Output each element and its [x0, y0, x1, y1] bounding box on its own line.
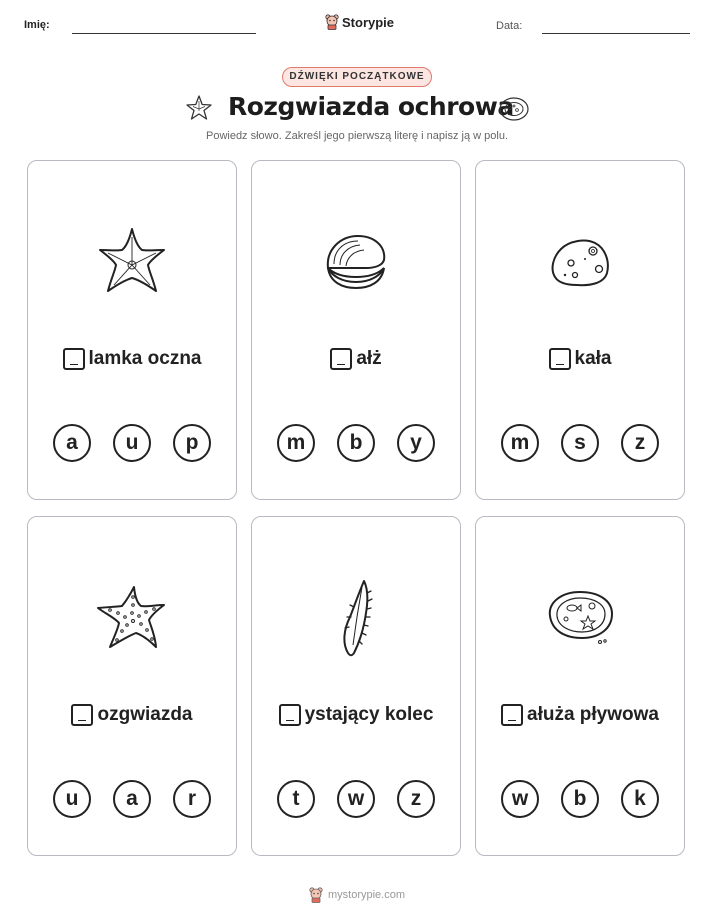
letter-option[interactable]: b	[561, 780, 599, 818]
answer-box[interactable]	[330, 348, 352, 370]
letter-options	[28, 780, 236, 818]
letter-option[interactable]: m	[501, 424, 539, 462]
partial-word: ałuża pływowa	[527, 704, 659, 725]
logo-text: Storypie	[342, 14, 395, 30]
letter-options	[28, 424, 236, 462]
word-card	[251, 516, 461, 856]
word-row	[476, 348, 684, 370]
title-row	[0, 92, 714, 126]
letter-option[interactable]: w	[501, 780, 539, 818]
tide-pool-icon	[542, 586, 618, 648]
word-card	[251, 160, 461, 500]
partial-word: lamka oczna	[88, 348, 202, 369]
rock-icon	[547, 233, 613, 289]
logo	[325, 14, 394, 30]
letter-options	[476, 424, 684, 462]
starfish-icon	[94, 223, 170, 299]
letter-option[interactable]: k	[621, 780, 659, 818]
letter-option[interactable]: b	[337, 424, 375, 462]
answer-box[interactable]	[501, 704, 523, 726]
spike-icon	[334, 577, 378, 657]
partial-word: kała	[574, 348, 612, 369]
letter-option[interactable]: r	[173, 780, 211, 818]
page-title: Rozgwiazda ochrowa	[228, 92, 514, 121]
answer-box[interactable]	[279, 704, 301, 726]
name-field-line[interactable]	[72, 33, 256, 34]
instructions: Powiedz słowo. Zakreśl jego pierwszą literę i napisz ją w polu.	[205, 130, 509, 142]
date-field-line[interactable]	[542, 33, 690, 34]
footer	[0, 887, 714, 903]
word-row	[252, 704, 460, 726]
letter-option[interactable]: a	[53, 424, 91, 462]
letter-option[interactable]: p	[173, 424, 211, 462]
header	[0, 14, 714, 44]
word-card	[475, 160, 685, 500]
spotted-starfish-icon	[96, 583, 168, 651]
word-card	[475, 516, 685, 856]
starfish-outline-icon	[184, 93, 214, 123]
letter-option[interactable]: u	[113, 424, 151, 462]
word-row	[476, 704, 684, 726]
footer-link[interactable]: mystorypie.com	[327, 889, 406, 901]
clam-shell-icon	[322, 230, 390, 292]
date-label: Data:	[496, 20, 523, 32]
letter-option[interactable]: s	[561, 424, 599, 462]
letter-option[interactable]: z	[397, 780, 435, 818]
name-label: Imię:	[24, 19, 50, 31]
letter-options	[252, 780, 460, 818]
answer-box[interactable]	[549, 348, 571, 370]
letter-options	[252, 424, 460, 462]
answer-box[interactable]	[71, 704, 93, 726]
letter-option[interactable]: m	[277, 424, 315, 462]
partial-word: ystający kolec	[304, 704, 434, 725]
letter-option[interactable]: w	[337, 780, 375, 818]
word-card	[27, 160, 237, 500]
word-card	[27, 516, 237, 856]
bear-logo-icon	[325, 14, 339, 30]
bear-logo-icon	[309, 887, 323, 903]
word-row	[252, 348, 460, 370]
word-row	[28, 348, 236, 370]
letter-option[interactable]: t	[277, 780, 315, 818]
letter-option[interactable]: a	[113, 780, 151, 818]
tide-pool-small-icon	[497, 95, 531, 123]
letter-option[interactable]: z	[621, 424, 659, 462]
word-row	[28, 704, 236, 726]
letter-option[interactable]: y	[397, 424, 435, 462]
answer-box[interactable]	[63, 348, 85, 370]
letter-option[interactable]: u	[53, 780, 91, 818]
letter-options	[476, 780, 684, 818]
partial-word: ozgwiazda	[97, 704, 193, 725]
partial-word: ałż	[356, 348, 382, 369]
category-badge: DŹWIĘKI POCZĄTKOWE	[282, 67, 432, 87]
